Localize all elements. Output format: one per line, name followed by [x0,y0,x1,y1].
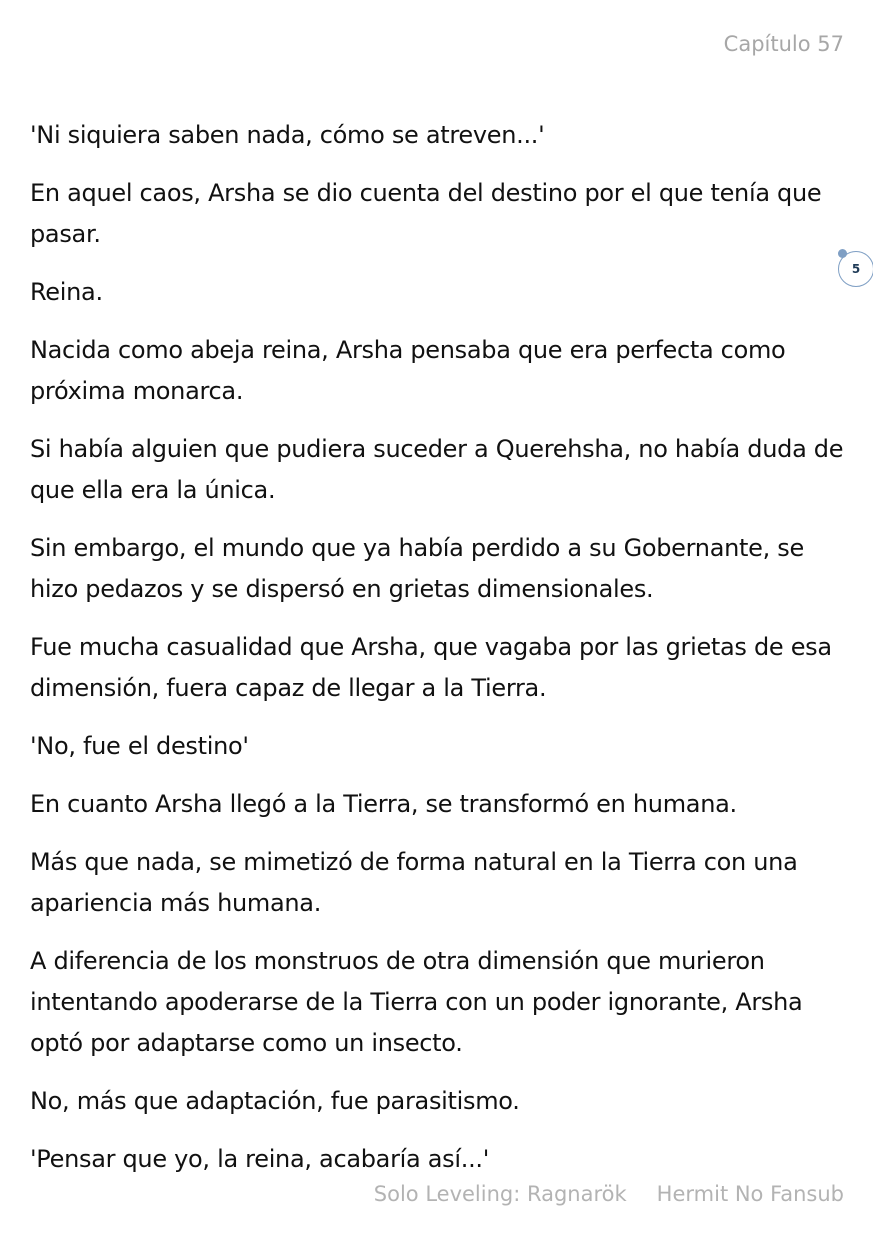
paragraph: En cuanto Arsha llegó a la Tierra, se transformó en humana. [30,790,737,818]
footer [374,1182,844,1206]
footer-title: Solo Leveling: Ragnarök [373,1182,627,1206]
paragraph: A diferencia de los monstruos de otra dimensión que murieron intentando apoderarse de la Tierra con un poder ignorante, Arsha optó por adaptarse como un insecto. [30,947,803,1057]
footer-credit: Hermit No Fansub [656,1182,844,1206]
paragraph: Reina. [30,278,103,306]
paragraph: Más que nada, se mimetizó de forma natural en la Tierra con una apariencia más humana. [30,848,798,917]
paragraph: Sin embargo, el mundo que ya había perdido a su Gobernante, se hizo pedazos y se dispersó en grietas dimensionales. [30,534,804,603]
paragraph: No, más que adaptación, fue parasitismo. [30,1087,520,1115]
indicator-dot-icon [838,249,847,258]
paragraph: 'Ni siquiera saben nada, cómo se atreven...' [30,121,545,149]
paragraph: Nacida como abeja reina, Arsha pensaba que era perfecta como próxima monarca. [30,336,786,405]
paragraph: Fue mucha casualidad que Arsha, que vagaba por las grietas de esa dimensión, fuera capaz de llegar a la Tierra. [30,633,832,702]
paragraph: 'No, fue el destino' [30,732,249,760]
chapter-title: Capítulo 57 [723,32,844,56]
paragraph: Si había alguien que pudiera suceder a Querehsha, no había duda de que ella era la única. [30,435,844,504]
page-indicator-button[interactable] [838,251,873,287]
chapter-text [30,115,848,1197]
paragraph: 'Pensar que yo, la reina, acabaría así...' [30,1145,490,1173]
paragraph: En aquel caos, Arsha se dio cuenta del destino por el que tenía que pasar. [30,179,822,248]
page-indicator-label: 5 [851,262,861,276]
